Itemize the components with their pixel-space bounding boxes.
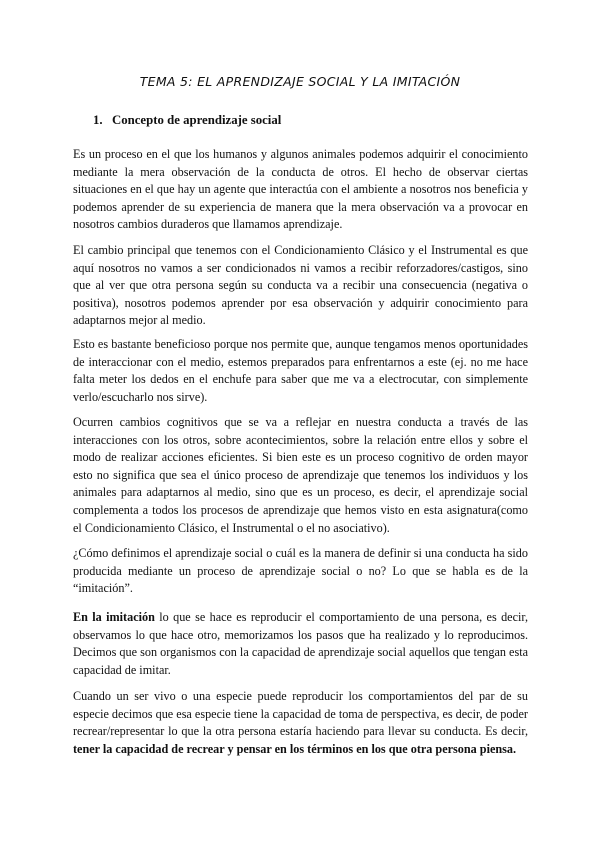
paragraph-definition: Es un proceso en el que los humanos y algunos animales podemos adquirir el conocimiento mediante la mera observación de la conducta de otros. El hecho de observar ciertas situaciones en el que hay un agente que interactúa con el ambiente a nosotros nos beneficia y podemos aprender de su experiencia de manera que la mera observación va a provocar en nosotros cambios duraderos que llamamos aprendizaje.	[73, 147, 528, 232]
section-heading	[93, 113, 281, 128]
paragraph-question: ¿Cómo definimos el aprendizaje social o cuál es la manera de definir si una conducta ha sido producida mediante un proceso de aprendizaje social o no? Lo que se habla es de la “imitación”.	[73, 546, 528, 596]
paragraph-cognitive-changes: Ocurren cambios cognitivos que se va a reflejar en nuestra conducta a través de las interacciones con los otros, sobre acontecimientos, sobre la relación entre ellos y sobre el modo de realizar acciones eficientes. Si bien este es un proceso cognitivo de orden mayor esto no significa que sea el único proceso de aprendizaje que tenemos los individuos y los animales para adaptarnos al medio, sino que es un proceso, es decir, el aprendizaje social complementa a todos los procesos de aprendizaje que hemos visto en esta asignatura(como el Condicionamiento Clásico, el Instrumental o el no asociativo).	[73, 415, 528, 535]
page-title: TEMA 5: EL APRENDIZAJE SOCIAL Y LA IMITACIÓN	[139, 74, 461, 89]
perspective-bold-conclusion: tener la capacidad de recrear y pensar en los términos en los que otra persona piensa.	[73, 741, 517, 756]
paragraph-imitation	[73, 609, 528, 679]
imitation-text: lo que se hace es reproducir el comportamiento de una persona, es decir, observamos lo que hace otro, memorizamos los pasos que ha realizado y lo reproducimos. Decimos que son organismos con la capacidad de aprendizaje social aquellos que tengan esta capacidad de imitar.	[73, 610, 528, 677]
paragraph-benefit: Esto es bastante beneficioso porque nos permite que, aunque tengamos menos oportunidades de interaccionar con el medio, estemos preparados para enfrentarnos a este (ej. no me hace falta meter los dedos en el enchufe para saber que me va a electrocutar, con simplemente verlo/escucharlo nos sirve).	[73, 337, 528, 404]
perspective-text: Cuando un ser vivo o una especie puede reproducir los comportamientos del par de su especie decimos que esa especie tiene la capacidad de toma de perspectiva, es decir, de poder recrear/representar lo que la otra persona estaría haciendo para llevar su conducta. Es decir,	[73, 689, 528, 739]
imitation-bold-lead: En la imitación	[73, 610, 155, 624]
paragraph-perspective	[73, 688, 528, 758]
section-heading-text: Concepto de aprendizaje social	[112, 113, 282, 127]
section-number: 1.	[93, 113, 103, 127]
paragraph-difference-conditioning: El cambio principal que tenemos con el Condicionamiento Clásico y el Instrumental es que aquí nosotros no vamos a ser condicionados ni vamos a recibir reforzadores/castigos, sino que al ver que otra persona según su conducta va a recibir una consecuencia (negativa o positiva), nosotros podemos aprender por esa observación y adquirir conocimiento para adaptarnos mejor al medio.	[73, 243, 528, 328]
